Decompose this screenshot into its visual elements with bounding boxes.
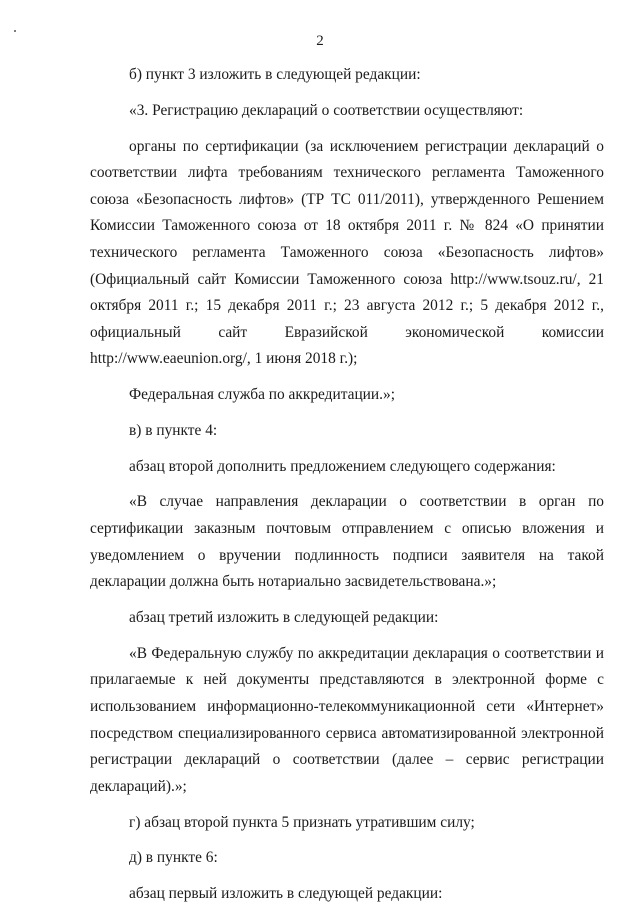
- document-body: [90, 62, 604, 917]
- paragraph-first-abzac: абзац первый изложить в следующей редакции:: [129, 885, 443, 903]
- scan-speck: [14, 30, 16, 32]
- paragraph-item-v: в) в пункте 4:: [129, 421, 218, 439]
- paragraph-eaeunion-link: http://www.eaeunion.org/, 1 июня 2018 г.);: [90, 350, 358, 368]
- paragraph-clause-3: «3. Регистрацию деклараций о соответствии осуществляют:: [129, 101, 524, 119]
- paragraph-federal-service: Федеральная служба по аккредитации.»;: [129, 386, 395, 404]
- paragraph-item-b: б) пункт 3 изложить в следующей редакции:: [129, 66, 421, 83]
- paragraph-certification-bodies: органы по сертификации (за исключением регистрации деклараций о соответствии лифта требованиям технического регламента Таможенного союза «Безопасность лифтов» (ТР ТС 011/2011), утвержденного Решением Комиссии Таможенного союза от 18 октября 2011 г. № 824 «О принятии технического регламента Таможенного союза «Безопасность лифтов» (Официальный сайт Комиссии Таможенного союза http://www.tsouz.ru/, 21 октября 2011 г.; 15 декабря 2011 г.; 23 августа 2012 г.; 5 декабря 2012 г., официальный сайт Евразийской экономической комиссии: [90, 137, 604, 341]
- paragraph-item-d: д) в пункте 6:: [129, 849, 218, 867]
- paragraph-electronic-form: «В Федеральную службу по аккредитации декларация о соответствии и прилагаемые к ней документы представляются в электронной форме с использованием информационно-телекоммуникационной сети «Интернет» посредством специализированного сервиса автоматизированной электронной регистрации деклараций о соответствии (далее – сервис регистрации деклараций).»;: [90, 644, 604, 795]
- paragraph-item-g: г) абзац второй пункта 5 признать утратившим силу;: [129, 813, 475, 831]
- paragraph-notary-clause: «В случае направления декларации о соответствии в орган по сертификации заказным почтовым отправлением с описью вложения и уведомлением о вручении подлинность подписи заявителя на такой декларации должна быть нотариально засвидетельствована.»;: [90, 493, 604, 591]
- page-number: 2: [316, 33, 324, 49]
- paragraph-third-abzac: абзац третий изложить в следующей редакции:: [129, 609, 439, 626]
- paragraph-second-abzac: абзац второй дополнить предложением следующего содержания:: [129, 457, 556, 475]
